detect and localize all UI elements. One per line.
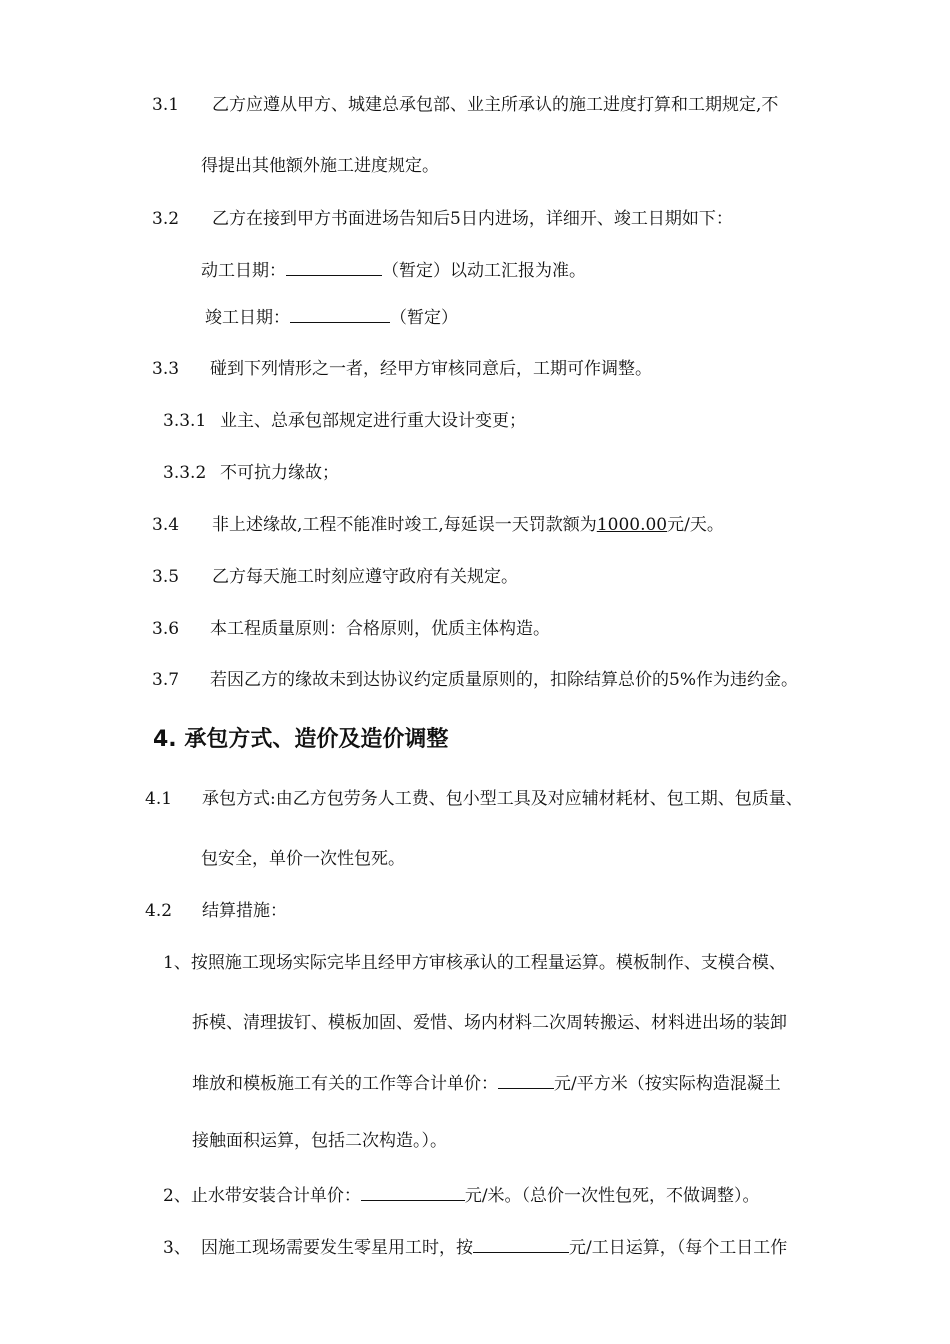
clause-text: 非上述缘故,工程不能准时竣工,每延误一天罚款额为 bbox=[212, 515, 597, 535]
item-text-after: 元/米。（总价一次性包死，不做调整）。 bbox=[464, 1186, 760, 1206]
item-text: 接触面积运算，包括二次构造。）。 bbox=[192, 1131, 447, 1151]
clause-text: 乙方在接到甲方书面进场告知后5日内进场，详细开、竣工日期如下： bbox=[212, 209, 733, 229]
item-text: 因施工现场需要发生零星用工时，按 bbox=[201, 1238, 473, 1258]
clause-text-after: 元/天。 bbox=[667, 515, 724, 535]
clause-text: 碰到下列情形之一者，经甲方审核同意后，工期可作调整。 bbox=[210, 359, 652, 379]
clause-3-3-2 bbox=[163, 462, 339, 484]
clause-3-6 bbox=[152, 618, 550, 640]
item-3 bbox=[163, 1235, 787, 1259]
clause-3-3-1 bbox=[163, 410, 526, 432]
clause-4-1 bbox=[145, 788, 803, 810]
clause-text: 不可抗力缘故； bbox=[220, 463, 339, 483]
item-text: 2、止水带安装合计单价： bbox=[163, 1186, 361, 1206]
clause-text: 承包方式:由乙方包劳务人工费、包小型工具及对应辅材耗材、包工期、包质量、 bbox=[202, 789, 803, 809]
item-text: 1、按照施工现场实际完毕且经甲方审核承认的工程量运算。模板制作、支模合模、 bbox=[163, 953, 786, 973]
clause-number: 3.3.1 bbox=[163, 411, 207, 431]
clause-text: 业主、总承包部规定进行重大设计变更； bbox=[220, 411, 526, 431]
item-1-line-1 bbox=[163, 952, 786, 974]
clause-number: 3.3 bbox=[152, 359, 180, 379]
start-date-suffix: （暂定）以动工汇报为准。 bbox=[382, 261, 586, 281]
start-date-blank bbox=[286, 258, 382, 276]
item-number: 3、 bbox=[163, 1238, 191, 1258]
clause-number: 3.3.2 bbox=[163, 463, 207, 483]
item-text: 拆模、清理拔钉、模板加固、爱惜、场内材料二次周转搬运、材料进出场的装卸 bbox=[192, 1013, 787, 1033]
clause-3-1 bbox=[152, 94, 778, 116]
clause-number: 4.1 bbox=[145, 789, 173, 809]
waterstop-price-blank bbox=[361, 1183, 465, 1201]
clause-number: 3.1 bbox=[152, 95, 180, 115]
clause-3-5 bbox=[152, 566, 518, 588]
clause-text: 乙方每天施工时刻应遵守政府有关规定。 bbox=[212, 567, 518, 587]
end-date-suffix: （暂定） bbox=[390, 308, 458, 328]
clause-number: 3.4 bbox=[152, 515, 180, 535]
clause-3-3 bbox=[152, 358, 652, 380]
item-1-line-4 bbox=[192, 1130, 447, 1152]
clause-number: 3.5 bbox=[152, 567, 180, 587]
item-text: 堆放和模板施工有关的工作等合计单价： bbox=[192, 1074, 498, 1094]
clause-3-1-continued bbox=[201, 155, 439, 177]
clause-text: 若因乙方的缘故未到达协议约定质量原则的，扣除结算总价的5%作为违约金。 bbox=[210, 670, 798, 690]
clause-text: 包安全，单价一次性包死。 bbox=[201, 849, 405, 869]
clause-text: 得提出其他额外施工进度规定。 bbox=[201, 156, 439, 176]
clause-number: 3.7 bbox=[152, 670, 180, 690]
item-text-after: 元/工日运算，（每个工日工作 bbox=[569, 1238, 788, 1258]
clause-number: 3.6 bbox=[152, 619, 180, 639]
clause-number: 4.2 bbox=[145, 901, 173, 921]
clause-number: 3.2 bbox=[152, 209, 180, 229]
clause-text: 本工程质量原则：合格原则，优质主体构造。 bbox=[210, 619, 550, 639]
clause-3-7 bbox=[152, 669, 798, 691]
clause-3-4 bbox=[152, 514, 724, 536]
unit-price-blank bbox=[498, 1071, 554, 1089]
end-date-line bbox=[205, 305, 458, 329]
start-date-line bbox=[201, 258, 586, 282]
end-date-blank bbox=[290, 305, 390, 323]
penalty-amount: 1000.00 bbox=[596, 515, 668, 535]
daywork-price-blank bbox=[473, 1235, 569, 1253]
clause-text: 结算措施： bbox=[202, 901, 287, 921]
clause-3-2 bbox=[152, 208, 733, 230]
clause-4-1-continued bbox=[201, 848, 405, 870]
clause-4-2 bbox=[145, 900, 287, 922]
item-1-line-2 bbox=[192, 1012, 787, 1034]
item-text-after: 元/平方米（按实际构造混凝土 bbox=[554, 1074, 781, 1094]
item-1-line-3 bbox=[192, 1071, 781, 1095]
item-2 bbox=[163, 1183, 760, 1207]
start-date-label: 动工日期： bbox=[201, 261, 286, 281]
section-4-heading: 4. 承包方式、造价及造价调整 bbox=[153, 727, 449, 752]
end-date-label: 竣工日期： bbox=[205, 308, 290, 328]
clause-text: 乙方应遵从甲方、城建总承包部、业主所承认的施工进度打算和工期规定,不 bbox=[212, 95, 779, 115]
